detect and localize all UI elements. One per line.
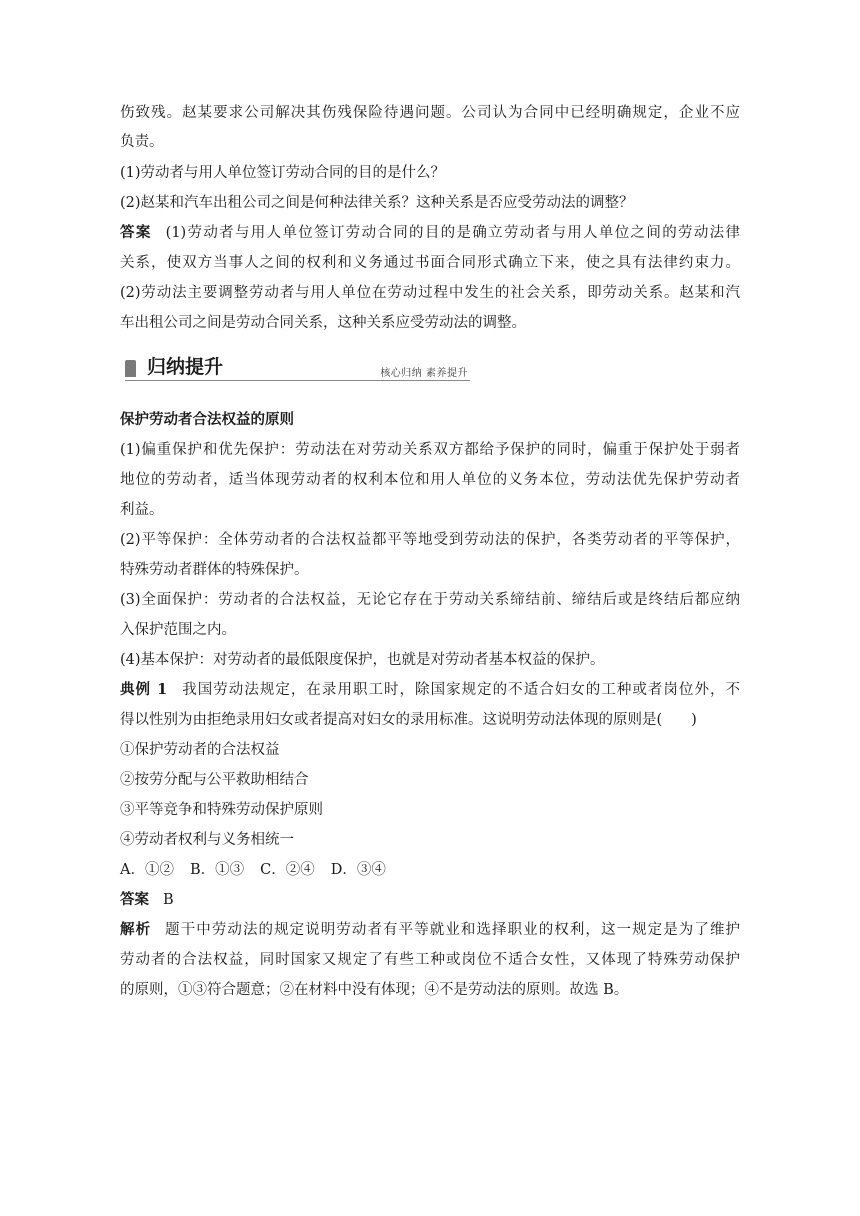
example-text: 我国劳动法规定，在录用职工时，除国家规定的不适合妇女的工种或者岗位外，不	[181, 682, 740, 698]
analysis-text: 题干中劳动法的规定说明劳动者有平等就业和选择职业的权利，这一规定是为了维护	[165, 922, 741, 938]
choice-a: A．①②	[120, 862, 174, 878]
option-4: ④劳动者权利与义务相统一	[120, 832, 294, 848]
section-header	[125, 356, 470, 380]
answer-line: 关系，使双方当事人之间的权利和义务通过书面合同形式确立下来，使之具有法律约束力。	[120, 255, 740, 271]
example-line	[120, 680, 740, 700]
principle-4-line: (4)基本保护：对劳动者的最低限度保护，也就是对劳动者基本权益的保护。	[120, 652, 605, 668]
option-1: ①保护劳动者的合法权益	[120, 742, 280, 758]
option-3: ③平等竞争和特殊劳动保护原则	[120, 802, 323, 818]
choice-b: B．①③	[189, 862, 245, 878]
option-2: ②按劳分配与公平救助相结合	[120, 772, 309, 788]
answer-value: B	[163, 892, 174, 908]
example-answer	[120, 890, 740, 910]
question-1: (1)劳动者与用人单位签订劳动合同的目的是什么？	[120, 165, 446, 181]
choice-d: D．③④	[330, 862, 386, 878]
analysis-line	[120, 920, 740, 940]
case-text-line: 负责。	[120, 134, 164, 150]
principle-1-line: (1)偏重保护和优先保护：劳动法在对劳动关系双方都给予保护的同时，偏重于保护处于弱者	[120, 442, 740, 458]
principle-2-line: 特殊劳动者群体的特殊保护。	[120, 562, 309, 578]
principle-3-line: (3)全面保护：劳动者的合法权益，无论它存在于劳动关系缔结前、缔结后或是终结后都应纳	[120, 592, 740, 608]
example-label: 典例 1	[120, 681, 168, 698]
answer-label: 答案	[120, 224, 152, 241]
section-title: 归纳提升	[147, 356, 224, 378]
example-line: 得以性别为由拒绝录用妇女或者提高对妇女的录用标准。这说明劳动法体现的原则是( )	[120, 712, 697, 728]
answer-choices	[120, 860, 740, 880]
answer-line: 车出租公司之间是劳动合同关系，这种关系应受劳动法的调整。	[120, 315, 526, 331]
section-divider	[125, 380, 470, 381]
answer-text: (1)劳动者与用人单位签订劳动合同的目的是确立劳动者与用人单位之间的劳动法律	[165, 225, 740, 241]
principle-3-line: 入保护范围之内。	[120, 622, 236, 638]
answer-line	[120, 223, 740, 243]
principle-2-line: (2)平等保护：全体劳动者的合法权益都平等地受到劳动法的保护，各类劳动者的平等保护，	[120, 532, 740, 548]
analysis-label: 解析	[120, 921, 152, 938]
principles-heading: 保护劳动者合法权益的原则	[120, 411, 294, 428]
section-subtitle: 核心归纳 素养提升	[380, 368, 468, 379]
question-2: (2)赵某和汽车出租公司之间是何种法律关系？这种关系是否应受劳动法的调整？	[120, 195, 634, 211]
analysis-line: 劳动者的合法权益，同时国家又规定了有些工种或岗位不适合女性，又体现了特殊劳动保护	[120, 952, 740, 968]
case-text-line: 伤致残。赵某要求公司解决其伤残保险待遇问题。公司认为合同中已经明确规定，企业不应	[120, 105, 740, 121]
section-marker-icon	[125, 360, 136, 377]
analysis-line: 的原则，①③符合题意；②在材料中没有体现；④不是劳动法的原则。故选 B。	[120, 982, 629, 998]
principle-1-line: 地位的劳动者，适当体现劳动者的权利本位和用人单位的义务本位，劳动法优先保护劳动者	[120, 472, 740, 488]
choice-c: C．②④	[260, 862, 315, 878]
answer-line: (2)劳动法主要调整劳动者与用人单位在劳动过程中发生的社会关系，即劳动关系。赵某和汽	[120, 285, 740, 301]
principle-1-line: 利益。	[120, 502, 164, 518]
answer-label: 答案	[120, 891, 149, 908]
